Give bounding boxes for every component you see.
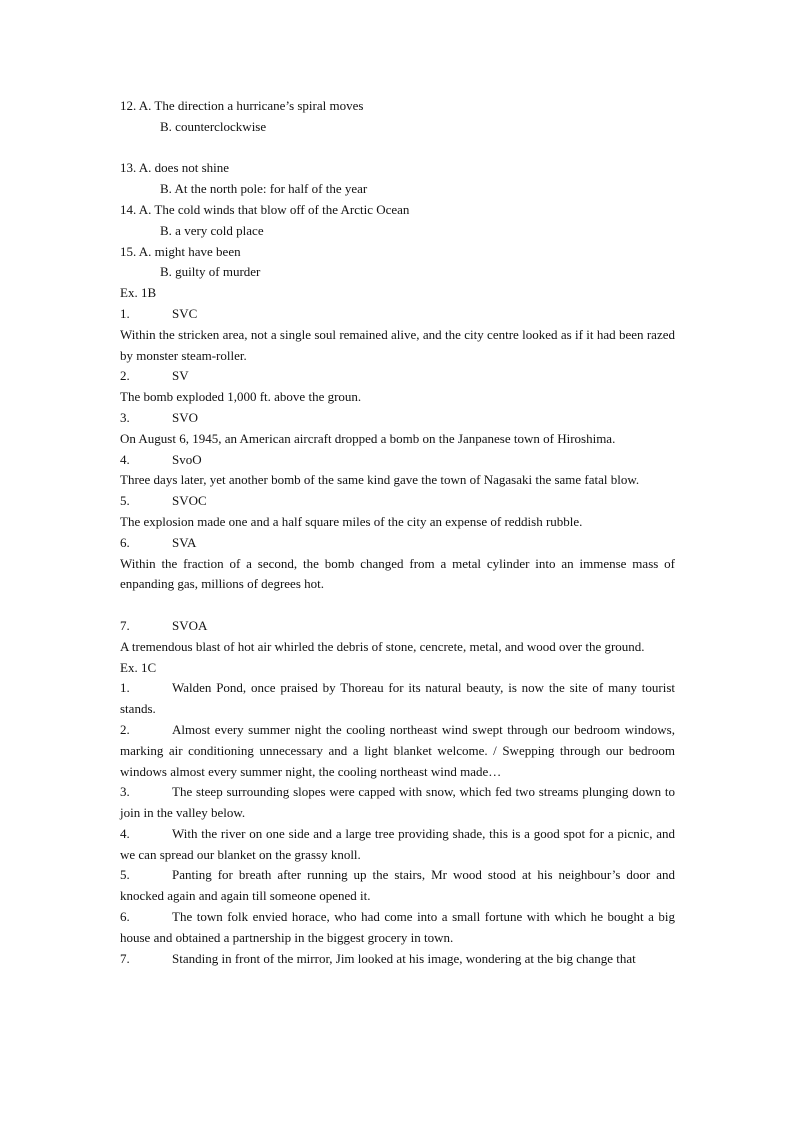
answer-14b: B. a very cold place — [160, 222, 264, 238]
item-number: 4. — [120, 451, 130, 467]
item-number: 2. — [120, 368, 130, 384]
answer-12b: B. counterclockwise — [160, 118, 267, 134]
ex1b-item-7-text: A tremendous blast of hot air whirled the debris of stone, cencrete, metal, and wood over the ground. — [120, 638, 645, 654]
item-number: 4. — [120, 825, 130, 841]
ex1b-item-2-text: The bomb exploded 1,000 ft. above the groun. — [120, 389, 362, 405]
ex1b-item-2-header — [120, 366, 675, 387]
item-text: The steep surrounding slopes were capped with snow, which fed two streams plunging down to join in the valley below. — [120, 784, 675, 821]
ex1b-item-5-text: The explosion made one and a half square miles of the city an expense of reddish rubble. — [120, 513, 583, 529]
item-number: 1. — [120, 305, 130, 321]
answer-15a: 15. A. might have been — [120, 243, 241, 259]
answer-13a: 13. A. does not shine — [120, 160, 230, 176]
section-heading-ex1c: Ex. 1C — [120, 659, 157, 675]
item-number: 6. — [120, 534, 130, 550]
item-text: With the river on one side and a large tree providing shade, this is a good spot for a picnic, and we can spread our blanket on the grassy knoll. — [120, 825, 675, 862]
sentence-pattern: SVOA — [172, 617, 208, 633]
ex1b-item-5-header — [120, 491, 675, 512]
answer-14a: 14. A. The cold winds that blow off of the Arctic Ocean — [120, 201, 410, 217]
item-number: 7. — [120, 950, 130, 966]
ex1b-item-1-header — [120, 304, 675, 325]
sentence-pattern: SvoO — [172, 451, 202, 467]
item-number: 6. — [120, 909, 130, 925]
answer-13b: B. At the north pole: for half of the year — [160, 181, 368, 197]
item-text: Standing in front of the mirror, Jim looked at his image, wondering at the big change that — [172, 950, 636, 966]
ex1b-item-6-text: Within the fraction of a second, the bomb changed from a metal cylinder into an immense mass of enpanding gas, millions of degrees hot. — [120, 555, 675, 592]
item-number: 1. — [120, 680, 130, 696]
section-heading-ex1b: Ex. 1B — [120, 285, 157, 301]
item-number: 5. — [120, 867, 130, 883]
item-number: 3. — [120, 409, 130, 425]
sentence-pattern: SV — [172, 368, 189, 384]
ex1b-item-3-text: On August 6, 1945, an American aircraft dropped a bomb on the Janpanese town of Hiroshima. — [120, 430, 616, 446]
item-number: 2. — [120, 721, 130, 737]
document-page — [120, 96, 675, 969]
ex1b-item-4-text: Three days later, yet another bomb of the same kind gave the town of Nagasaki the same fatal blow. — [120, 472, 640, 488]
ex1b-item-1-text: Within the stricken area, not a single soul remained alive, and the city centre looked as if it had been razed by monster steam-roller. — [120, 326, 675, 363]
sentence-pattern: SVO — [172, 409, 199, 425]
ex1b-item-4-header — [120, 450, 675, 471]
sentence-pattern: SVC — [172, 305, 198, 321]
ex1b-item-7-header — [120, 616, 675, 637]
item-text: The town folk envied horace, who had come into a small fortune with which he bought a big house and obtained a partnership in the biggest grocery in town. — [120, 909, 675, 945]
item-text: Panting for breath after running up the stairs, Mr wood stood at his neighbour’s door and knocked again and again till someone opened it. — [120, 867, 675, 904]
sentence-pattern: SVA — [172, 534, 197, 550]
item-number: 3. — [120, 784, 130, 800]
answer-15b: B. guilty of murder — [160, 264, 261, 280]
sentence-pattern: SVOC — [172, 493, 207, 509]
ex1c-item-7 — [120, 949, 675, 970]
ex1c-item-6 — [120, 907, 675, 949]
item-text: Walden Pond, once praised by Thoreau for its natural beauty, is now the site of many tourist stands. — [120, 680, 675, 717]
item-number: 5. — [120, 493, 130, 509]
ex1b-item-3-header — [120, 408, 675, 429]
ex1c-item-5 — [120, 865, 675, 907]
answer-12a: 12. A. The direction a hurricane’s spiral moves — [120, 98, 364, 113]
ex1b-item-6-header — [120, 533, 675, 554]
item-number: 7. — [120, 617, 130, 633]
item-text: Almost every summer night the cooling northeast wind swept through our bedroom windows, marking air conditioning unnecessary and a light blanket welcome. / Swepping through our bedroom windows almost every summer night, the cooling northeast wind made… — [120, 721, 675, 779]
ex1c-item-3 — [120, 782, 675, 824]
ex1c-item-4 — [120, 824, 675, 866]
ex1c-item-2 — [120, 720, 675, 782]
ex1c-item-1 — [120, 678, 675, 720]
